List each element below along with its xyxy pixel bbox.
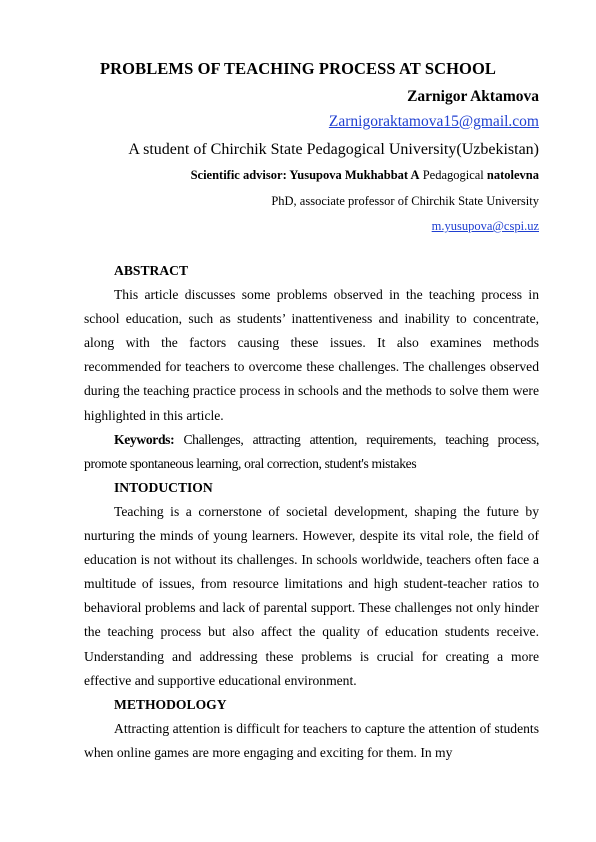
methodology-heading: METHODOLOGY	[114, 696, 227, 712]
advisor-name-end: natolevna	[486, 168, 539, 182]
author-name: Zarnigor Aktamova	[407, 88, 539, 105]
abstract-heading: ABSTRACT	[114, 263, 189, 278]
abstract-text: This article discusses some problems observed in the teaching process in school education, such as students’ inattentiveness and inability to concentrate, along with the factors causing these issues. It also examines methods recommended for teachers to overcome these challenges. The challenges observed during the teaching practice process in schools and the methods to solve them were highlighted in this article.	[84, 287, 539, 423]
author-email-link[interactable]: Zarnigoraktamova15@gmail.com	[328, 113, 539, 130]
introduction-text: Teaching is a cornerstone of societal development, shaping the future by nurturing the minds of young learners. However, despite its vital role, the field of education is not without its challenges. In schools worldwide, teachers often face a multitude of issues, from resource limitations and high student-teacher ratios to behavioral problems and lack of parental support. These challenges not only hinder the teaching process but also affect the quality of education students receive. Understanding and addressing these problems is crucial for creating a more effective and supportive educational environment.	[84, 503, 539, 688]
paper-title: PROBLEMS OF TEACHING PROCESS AT SCHOOL	[99, 59, 497, 78]
advisor-affiliation: PhD, associate professor of Chirchik State University	[271, 194, 539, 208]
keywords-paragraph	[84, 428, 539, 476]
author-affiliation: A student of Chirchik State Pedagogical University(Uzbekistan)	[128, 141, 539, 158]
paper-body	[84, 259, 539, 765]
methodology-text: Attracting attention is difficult for teachers to capture the attention of students when online games are more engaging and exciting for them. In my	[84, 720, 539, 760]
scientific-advisor	[191, 168, 539, 183]
advisor-middle: Pedagogical	[419, 168, 487, 182]
introduction-heading: INTODUCTION	[114, 479, 213, 495]
keywords-label: Keywords:	[114, 431, 175, 447]
advisor-email-link[interactable]: m.yusupova@cspi.uz	[431, 219, 539, 233]
advisor-name: Scientific advisor: Yusupova Mukhabbat A	[190, 168, 420, 182]
keywords-text: Challenges, attracting attention, requirements, teaching process, promote spontaneous learning, oral correction, student's mistakes	[84, 431, 539, 471]
